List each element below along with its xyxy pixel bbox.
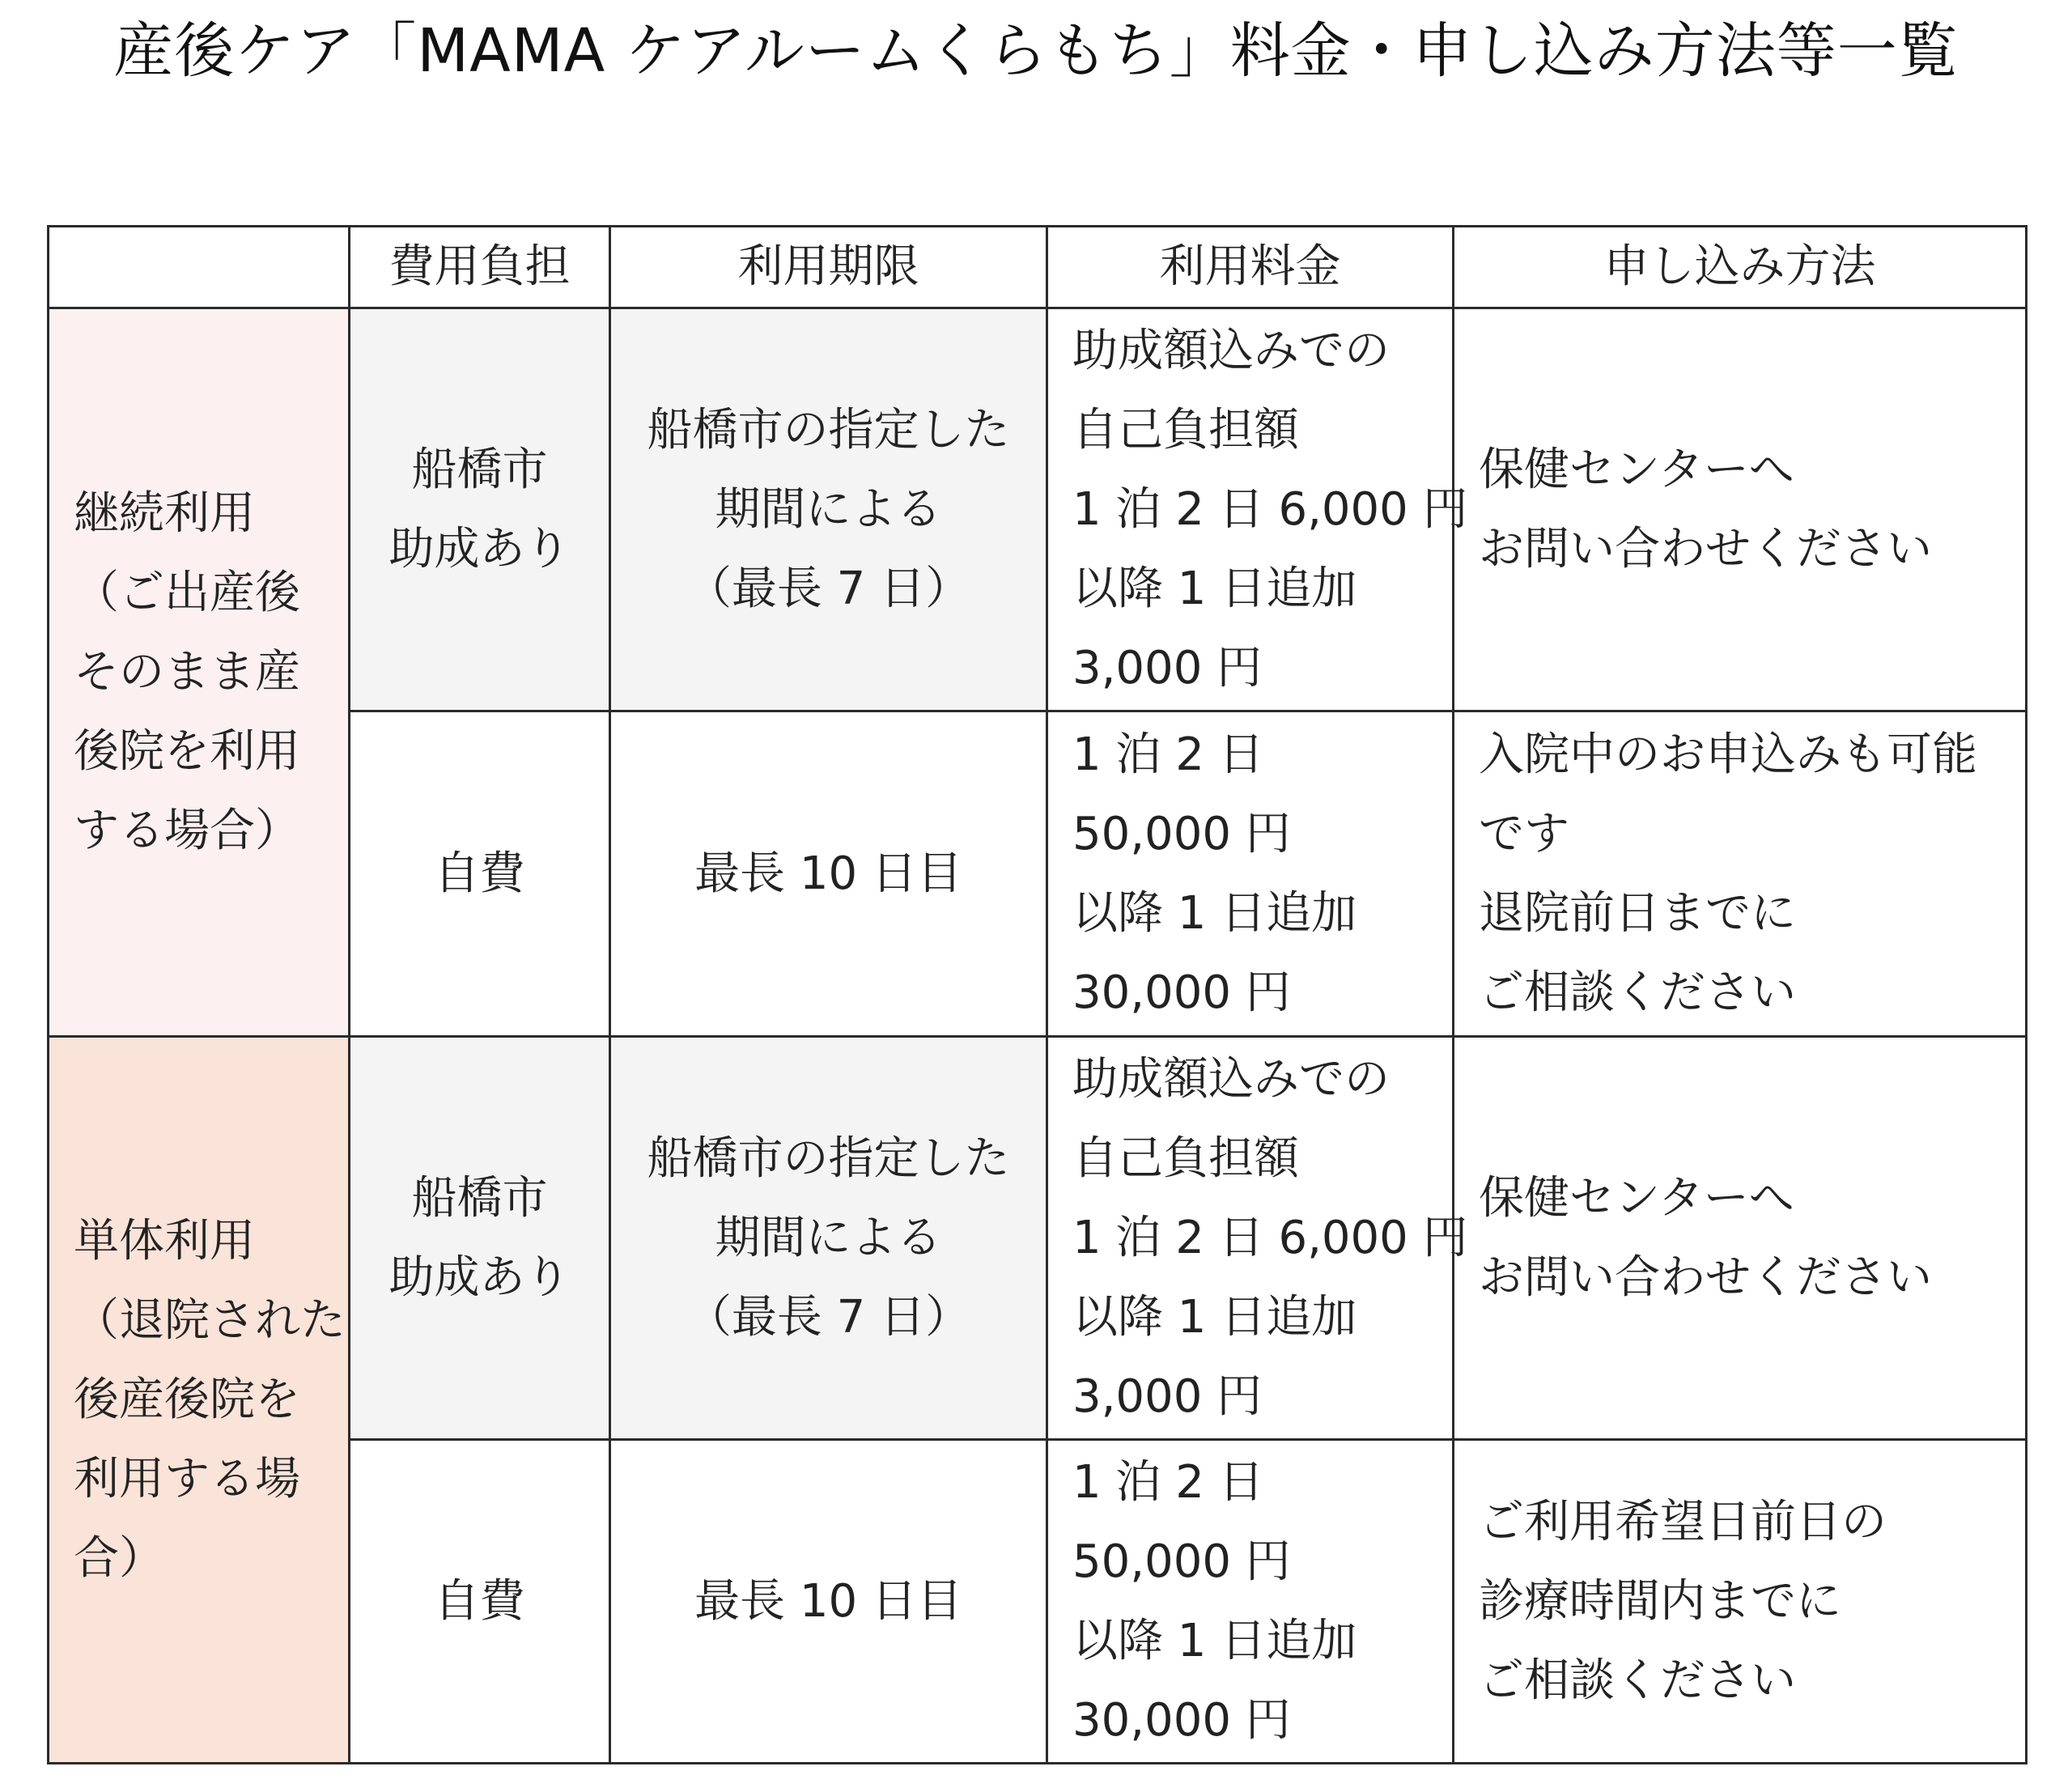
period-line: 船橋市の指定した xyxy=(647,403,1010,456)
period-cell xyxy=(610,308,1047,711)
category-line: する場合） xyxy=(74,804,300,857)
category-line: そのまま産 xyxy=(74,645,300,699)
fee-line: 1 泊 2 日 6,000 円 xyxy=(1072,482,1468,536)
category-line: 後院を利用 xyxy=(74,724,300,778)
payment-cell xyxy=(350,308,610,711)
header-cell-payment: 費用負担 xyxy=(350,227,610,308)
fee-cell xyxy=(1047,711,1454,1037)
application-cell xyxy=(1454,1037,2027,1440)
application-line: ご利用希望日前日の xyxy=(1479,1495,1887,1548)
category-line: 継続利用 xyxy=(74,486,255,540)
application-line: 退院前日までに xyxy=(1479,886,1796,940)
category-line: 利用する場 xyxy=(74,1452,300,1505)
fee-line: 助成額込みでの xyxy=(1072,324,1390,377)
category-line: 後産後院を xyxy=(74,1373,300,1426)
payment-line: 船橋市 xyxy=(411,443,548,496)
fee-line: 以降 1 日追加 xyxy=(1072,886,1357,940)
fee-line: 以降 1 日追加 xyxy=(1072,1290,1357,1344)
fee-line: 1 泊 2 日 6,000 円 xyxy=(1072,1211,1468,1264)
fee-line: 以降 1 日追加 xyxy=(1072,562,1357,615)
application-line: ご相談ください xyxy=(1479,1654,1796,1707)
application-line: 保健センターへ xyxy=(1479,1171,1794,1225)
fee-line: 50,000 円 xyxy=(1072,807,1291,860)
fee-line: 50,000 円 xyxy=(1072,1535,1291,1588)
fee-line: 3,000 円 xyxy=(1072,641,1263,694)
category-line: 合） xyxy=(74,1531,164,1585)
fee-line: 助成額込みでの xyxy=(1072,1052,1390,1106)
application-line: です xyxy=(1479,807,1569,860)
header-cell-period: 利用期限 xyxy=(610,227,1047,308)
payment-cell xyxy=(350,711,610,1037)
application-cell xyxy=(1454,308,2027,711)
period-line: 期間による xyxy=(715,482,942,536)
header-cell-fee: 利用料金 xyxy=(1047,227,1454,308)
period-line: 最長 10 日目 xyxy=(694,1574,962,1628)
payment-line: 自費 xyxy=(434,847,525,900)
category-cell-continuous xyxy=(49,308,350,1037)
application-cell xyxy=(1454,711,2027,1037)
application-line: 保健センターへ xyxy=(1479,443,1794,496)
table-row xyxy=(49,1037,2027,1440)
payment-line: 助成あり xyxy=(388,522,571,575)
category-line: （退院された xyxy=(74,1293,346,1347)
category-line: （ご出産後 xyxy=(74,566,300,619)
fee-line: 30,000 円 xyxy=(1072,966,1291,1019)
page-title: 産後ケア「MAMA ケアルームくらもち」料金・申し込み方法等一覧 xyxy=(113,16,1959,86)
fee-cell xyxy=(1047,1037,1468,1440)
category-line: 単体利用 xyxy=(74,1214,255,1268)
payment-line: 自費 xyxy=(434,1574,525,1628)
payment-line: 助成あり xyxy=(388,1251,571,1304)
payment-cell xyxy=(350,1440,610,1764)
period-cell xyxy=(610,1037,1047,1440)
period-cell xyxy=(610,711,1047,1037)
application-line: 診療時間内までに xyxy=(1479,1574,1841,1628)
fee-line: 自己負担額 xyxy=(1072,1132,1299,1185)
period-line: 期間による xyxy=(715,1211,942,1264)
fee-cell xyxy=(1047,308,1468,711)
application-line: ご相談ください xyxy=(1479,966,1796,1019)
payment-cell xyxy=(350,1037,610,1440)
table-header-row xyxy=(49,227,2027,308)
application-cell xyxy=(1454,1440,2027,1764)
period-line: 船橋市の指定した xyxy=(647,1132,1010,1185)
application-line: お問い合わせください xyxy=(1479,1251,1932,1304)
header-cell-application: 申し込み方法 xyxy=(1454,227,2027,308)
fee-table xyxy=(47,225,2027,1764)
fee-line: 30,000 円 xyxy=(1072,1693,1291,1747)
period-line: （最長 7 日） xyxy=(686,1290,971,1344)
fee-line: 1 泊 2 日 xyxy=(1072,1455,1264,1509)
category-cell-single xyxy=(49,1037,350,1764)
fee-line: 1 泊 2 日 xyxy=(1072,728,1264,781)
period-cell xyxy=(610,1440,1047,1764)
fee-line: 自己負担額 xyxy=(1072,403,1299,456)
period-line: 最長 10 日目 xyxy=(694,847,962,900)
fee-line: 3,000 円 xyxy=(1072,1369,1263,1423)
period-line: （最長 7 日） xyxy=(686,562,971,615)
header-cell-empty xyxy=(49,227,350,308)
application-line: お問い合わせください xyxy=(1479,522,1932,575)
fee-line: 以降 1 日追加 xyxy=(1072,1614,1357,1667)
payment-line: 船橋市 xyxy=(411,1171,548,1225)
fee-cell xyxy=(1047,1440,1454,1764)
application-line: 入院中のお申込みも可能 xyxy=(1479,728,1977,781)
table-row xyxy=(49,308,2027,711)
